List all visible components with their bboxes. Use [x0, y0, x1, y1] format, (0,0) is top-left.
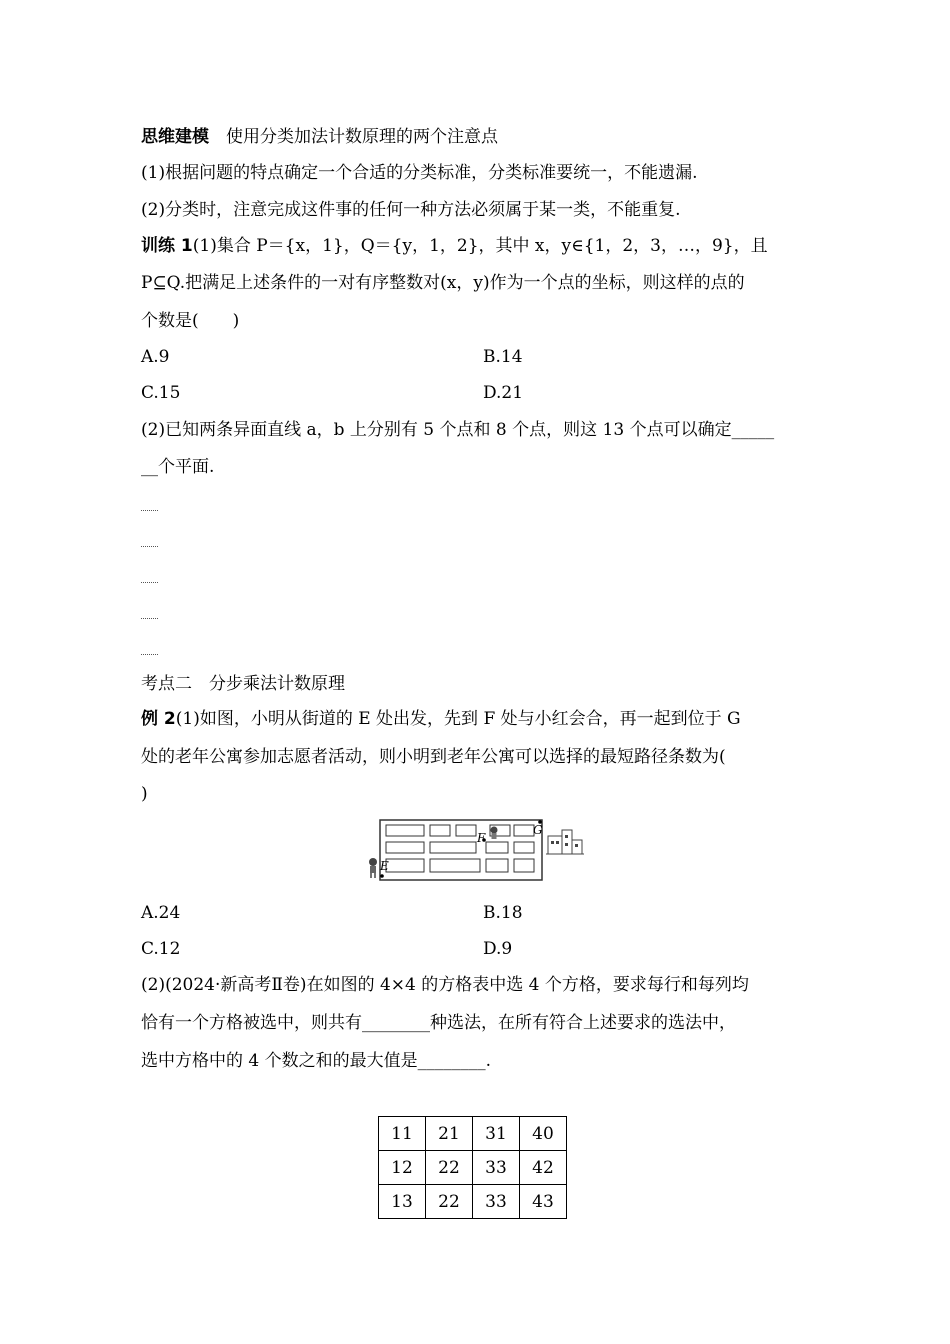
city-block: [386, 859, 424, 872]
city-block: [514, 825, 534, 836]
girl-icon: [491, 827, 498, 840]
building-icon: [546, 830, 584, 854]
table-cell: 40: [520, 1117, 567, 1151]
table-cell: 42: [520, 1151, 567, 1185]
label-g: G: [533, 823, 543, 837]
answer-line: [141, 618, 158, 619]
point-e-marker: [380, 874, 384, 878]
model-subtitle: 使用分类加法计数原理的两个注意点: [226, 127, 498, 147]
example2-q1-text1: (1)如图，小明从街道的 E 处出发，先到 F 处与小红会合，再一起到位于 G: [175, 709, 741, 729]
table-cell: 12: [379, 1151, 426, 1185]
table-cell: 22: [426, 1151, 473, 1185]
train1-label: 训练 1: [141, 236, 193, 256]
label-f: F: [477, 831, 486, 845]
answer-line: [141, 582, 158, 583]
city-block: [514, 859, 534, 872]
train1-option-a: A.9: [141, 347, 170, 367]
example2-option-a: A.24: [141, 903, 181, 923]
example2-option-d: D.9: [483, 939, 513, 959]
street-map-figure: [362, 814, 588, 884]
city-block: [430, 859, 480, 872]
model-title: 思维建模: [141, 127, 209, 147]
table-cell: 33: [473, 1151, 520, 1185]
train1-option-d: D.21: [483, 383, 524, 403]
example2-option-c: C.12: [141, 939, 181, 959]
table-cell: 13: [379, 1185, 426, 1219]
section2-title: 考点二 分步乘法计数原理: [141, 674, 345, 694]
boy-icon: [369, 858, 377, 878]
street-frame: [380, 820, 542, 880]
city-block: [430, 825, 450, 836]
train1-q1-line2: P⊆Q.把满足上述条件的一对有序整数对(x，y)作为一个点的坐标，则这样的点的: [141, 273, 745, 293]
table-row: [379, 1185, 567, 1219]
example2-q1-line3: ): [141, 784, 148, 804]
answer-line: [141, 546, 158, 547]
city-block: [386, 842, 424, 853]
number-grid-table: [378, 1116, 567, 1219]
table-cell: 21: [426, 1117, 473, 1151]
train1-q1-text1: (1)集合 P＝{x，1}，Q＝{y，1，2}，其中 x，y∈{1，2，3，…，9}，且: [192, 236, 768, 256]
model-point-2: (2)分类时，注意完成这件事的任何一种方法必须属于某一类，不能重复.: [141, 200, 681, 220]
table-cell: 43: [520, 1185, 567, 1219]
train1-option-c: C.15: [141, 383, 181, 403]
train1-option-b: B.14: [483, 347, 523, 367]
answer-line: [141, 510, 158, 511]
city-block: [514, 842, 534, 853]
example2-q1-line1: [141, 708, 741, 730]
model-heading: [141, 126, 498, 148]
table-cell: 33: [473, 1185, 520, 1219]
example2-q2-line3: 选中方格中的 4 个数之和的最大值是________.: [141, 1051, 492, 1071]
city-block: [430, 842, 476, 853]
answer-line: [141, 654, 158, 655]
table-row: [379, 1151, 567, 1185]
table-cell: 31: [473, 1117, 520, 1151]
example2-q1-line2: 处的老年公寓参加志愿者活动，则小明到老年公寓可以选择的最短路径条数为(: [141, 747, 726, 767]
train1-q2-line2: __个平面.: [141, 457, 215, 477]
example2-q2-line1: (2)(2024·新高考Ⅱ卷)在如图的 4×4 的方格表中选 4 个方格，要求每行和每列均: [141, 975, 749, 995]
model-point-1: (1)根据问题的特点确定一个合适的分类标准，分类标准要统一，不能遗漏.: [141, 163, 698, 183]
train1-q1-line3: 个数是( ): [141, 311, 240, 331]
table-row: [379, 1117, 567, 1151]
example2-option-b: B.18: [483, 903, 523, 923]
example2-q2-line2: 恰有一个方格被选中，则共有________种选法，在所有符合上述要求的选法中，: [141, 1013, 736, 1033]
train1-q2-line1: (2)已知两条异面直线 a，b 上分别有 5 个点和 8 个点，则这 13 个点可以确定_____: [141, 420, 775, 440]
table-cell: 11: [379, 1117, 426, 1151]
example2-label: 例 2: [141, 709, 176, 729]
city-block: [486, 842, 508, 853]
city-block: [456, 825, 476, 836]
label-e: E: [380, 859, 389, 873]
city-block: [386, 825, 424, 836]
table-cell: 22: [426, 1185, 473, 1219]
city-block: [486, 859, 508, 872]
train1-q1-line1: [141, 235, 768, 257]
